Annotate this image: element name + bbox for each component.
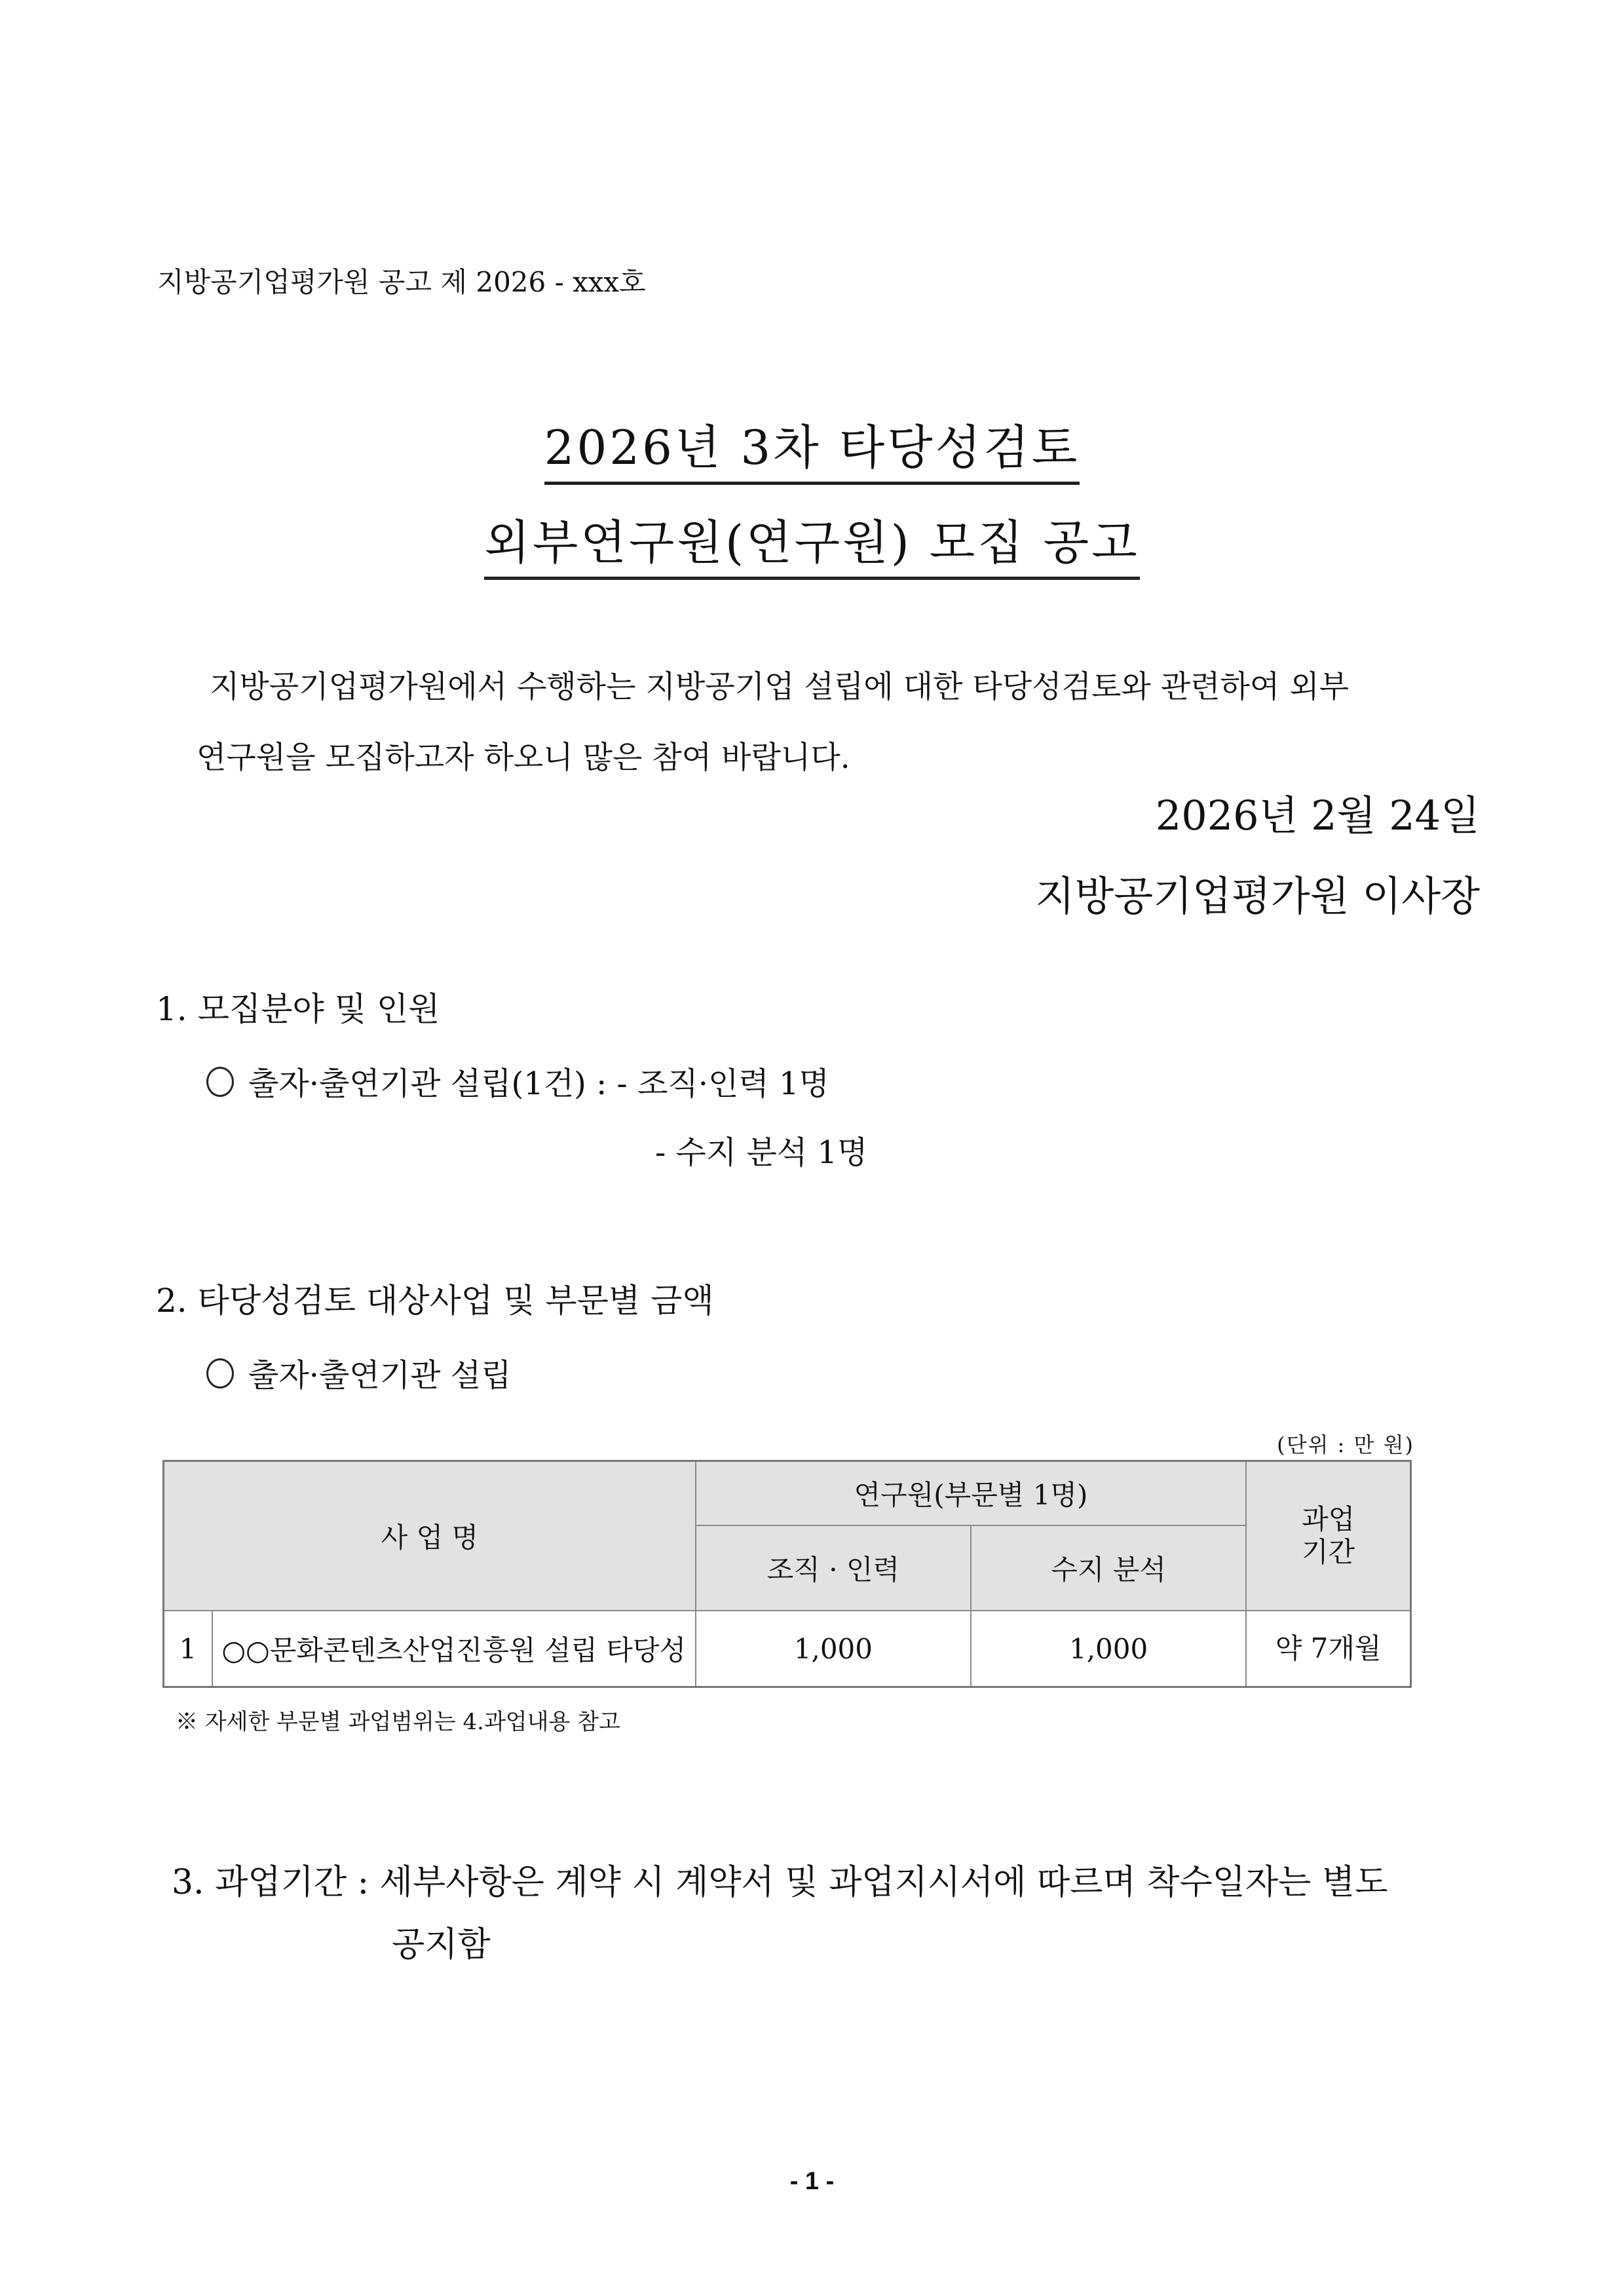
row-period: 약 7개월	[1246, 1611, 1410, 1687]
notice-number: 지방공기업평가원 공고 제 2026 - xxx호	[157, 266, 646, 298]
section-3-line-2: 공지함	[392, 1925, 491, 1964]
section-2-item-text: 출자·출연기관 설립	[248, 1357, 512, 1394]
header-researchers: 연구원(부문별 1명)	[696, 1461, 1246, 1526]
table-row	[164, 1611, 1411, 1687]
budget-table	[162, 1460, 1412, 1688]
section-2-item	[206, 1350, 511, 1395]
header-period	[1246, 1461, 1410, 1611]
section-2-heading: 2. 타당성검토 대상사업 및 부문별 금액	[156, 1282, 714, 1320]
section-3-line-1: 3. 과업기간 : 세부사항은 계약 시 계약서 및 과업지시서에 따르며 착수일자는 별도	[172, 1863, 1388, 1902]
row-org-staff-amount: 1,000	[696, 1611, 971, 1687]
section-1-item-text: 출자·출연기관 설립(1건) : - 조직·인력 1명	[248, 1065, 829, 1102]
header-period-line-1: 과업	[1302, 1503, 1355, 1535]
title-line-2	[0, 505, 1624, 580]
header-period-line-2: 기간	[1302, 1536, 1355, 1568]
row-number: 1	[164, 1611, 212, 1687]
page-number: - 1 -	[789, 2168, 835, 2195]
header-finance: 수지 분석	[971, 1525, 1246, 1611]
title-line-1	[0, 410, 1624, 485]
row-project-name: ○○문화콘텐츠산업진흥원 설립 타당성	[212, 1611, 696, 1687]
intro-line-2: 연구원을 모집하고자 하오니 많은 참여 바랍니다.	[197, 740, 850, 776]
unit-label: (단위 : 만 원)	[1277, 1432, 1414, 1457]
section-1-heading: 1. 모집분야 및 인원	[156, 990, 440, 1028]
intro-line-1: 지방공기업평가원에서 수행하는 지방공기업 설립에 대한 타당성검토와 관련하여 외부	[210, 669, 1350, 705]
circle-bullet-icon	[206, 1067, 234, 1097]
announcement-date: 2026년 2월 24일	[1155, 792, 1480, 839]
section-1-item	[206, 1058, 829, 1103]
row-finance-amount: 1,000	[971, 1611, 1246, 1687]
circle-bullet-icon	[206, 1358, 234, 1388]
title-line-1-text: 2026년 3차 타당성검토	[544, 410, 1080, 485]
header-org-staff: 조직 · 인력	[696, 1525, 971, 1611]
table-note: ※ 자세한 부문별 과업범위는 4.과업내용 참고	[176, 1709, 620, 1735]
title-line-2-text: 외부연구원(연구원) 모집 공고	[484, 505, 1140, 580]
intro-paragraph	[197, 652, 1481, 794]
section-1-subitem: - 수지 분석 1명	[655, 1134, 868, 1171]
header-project-name: 사 업 명	[164, 1461, 696, 1611]
issuer: 지방공기업평가원 이사장	[1035, 872, 1480, 920]
